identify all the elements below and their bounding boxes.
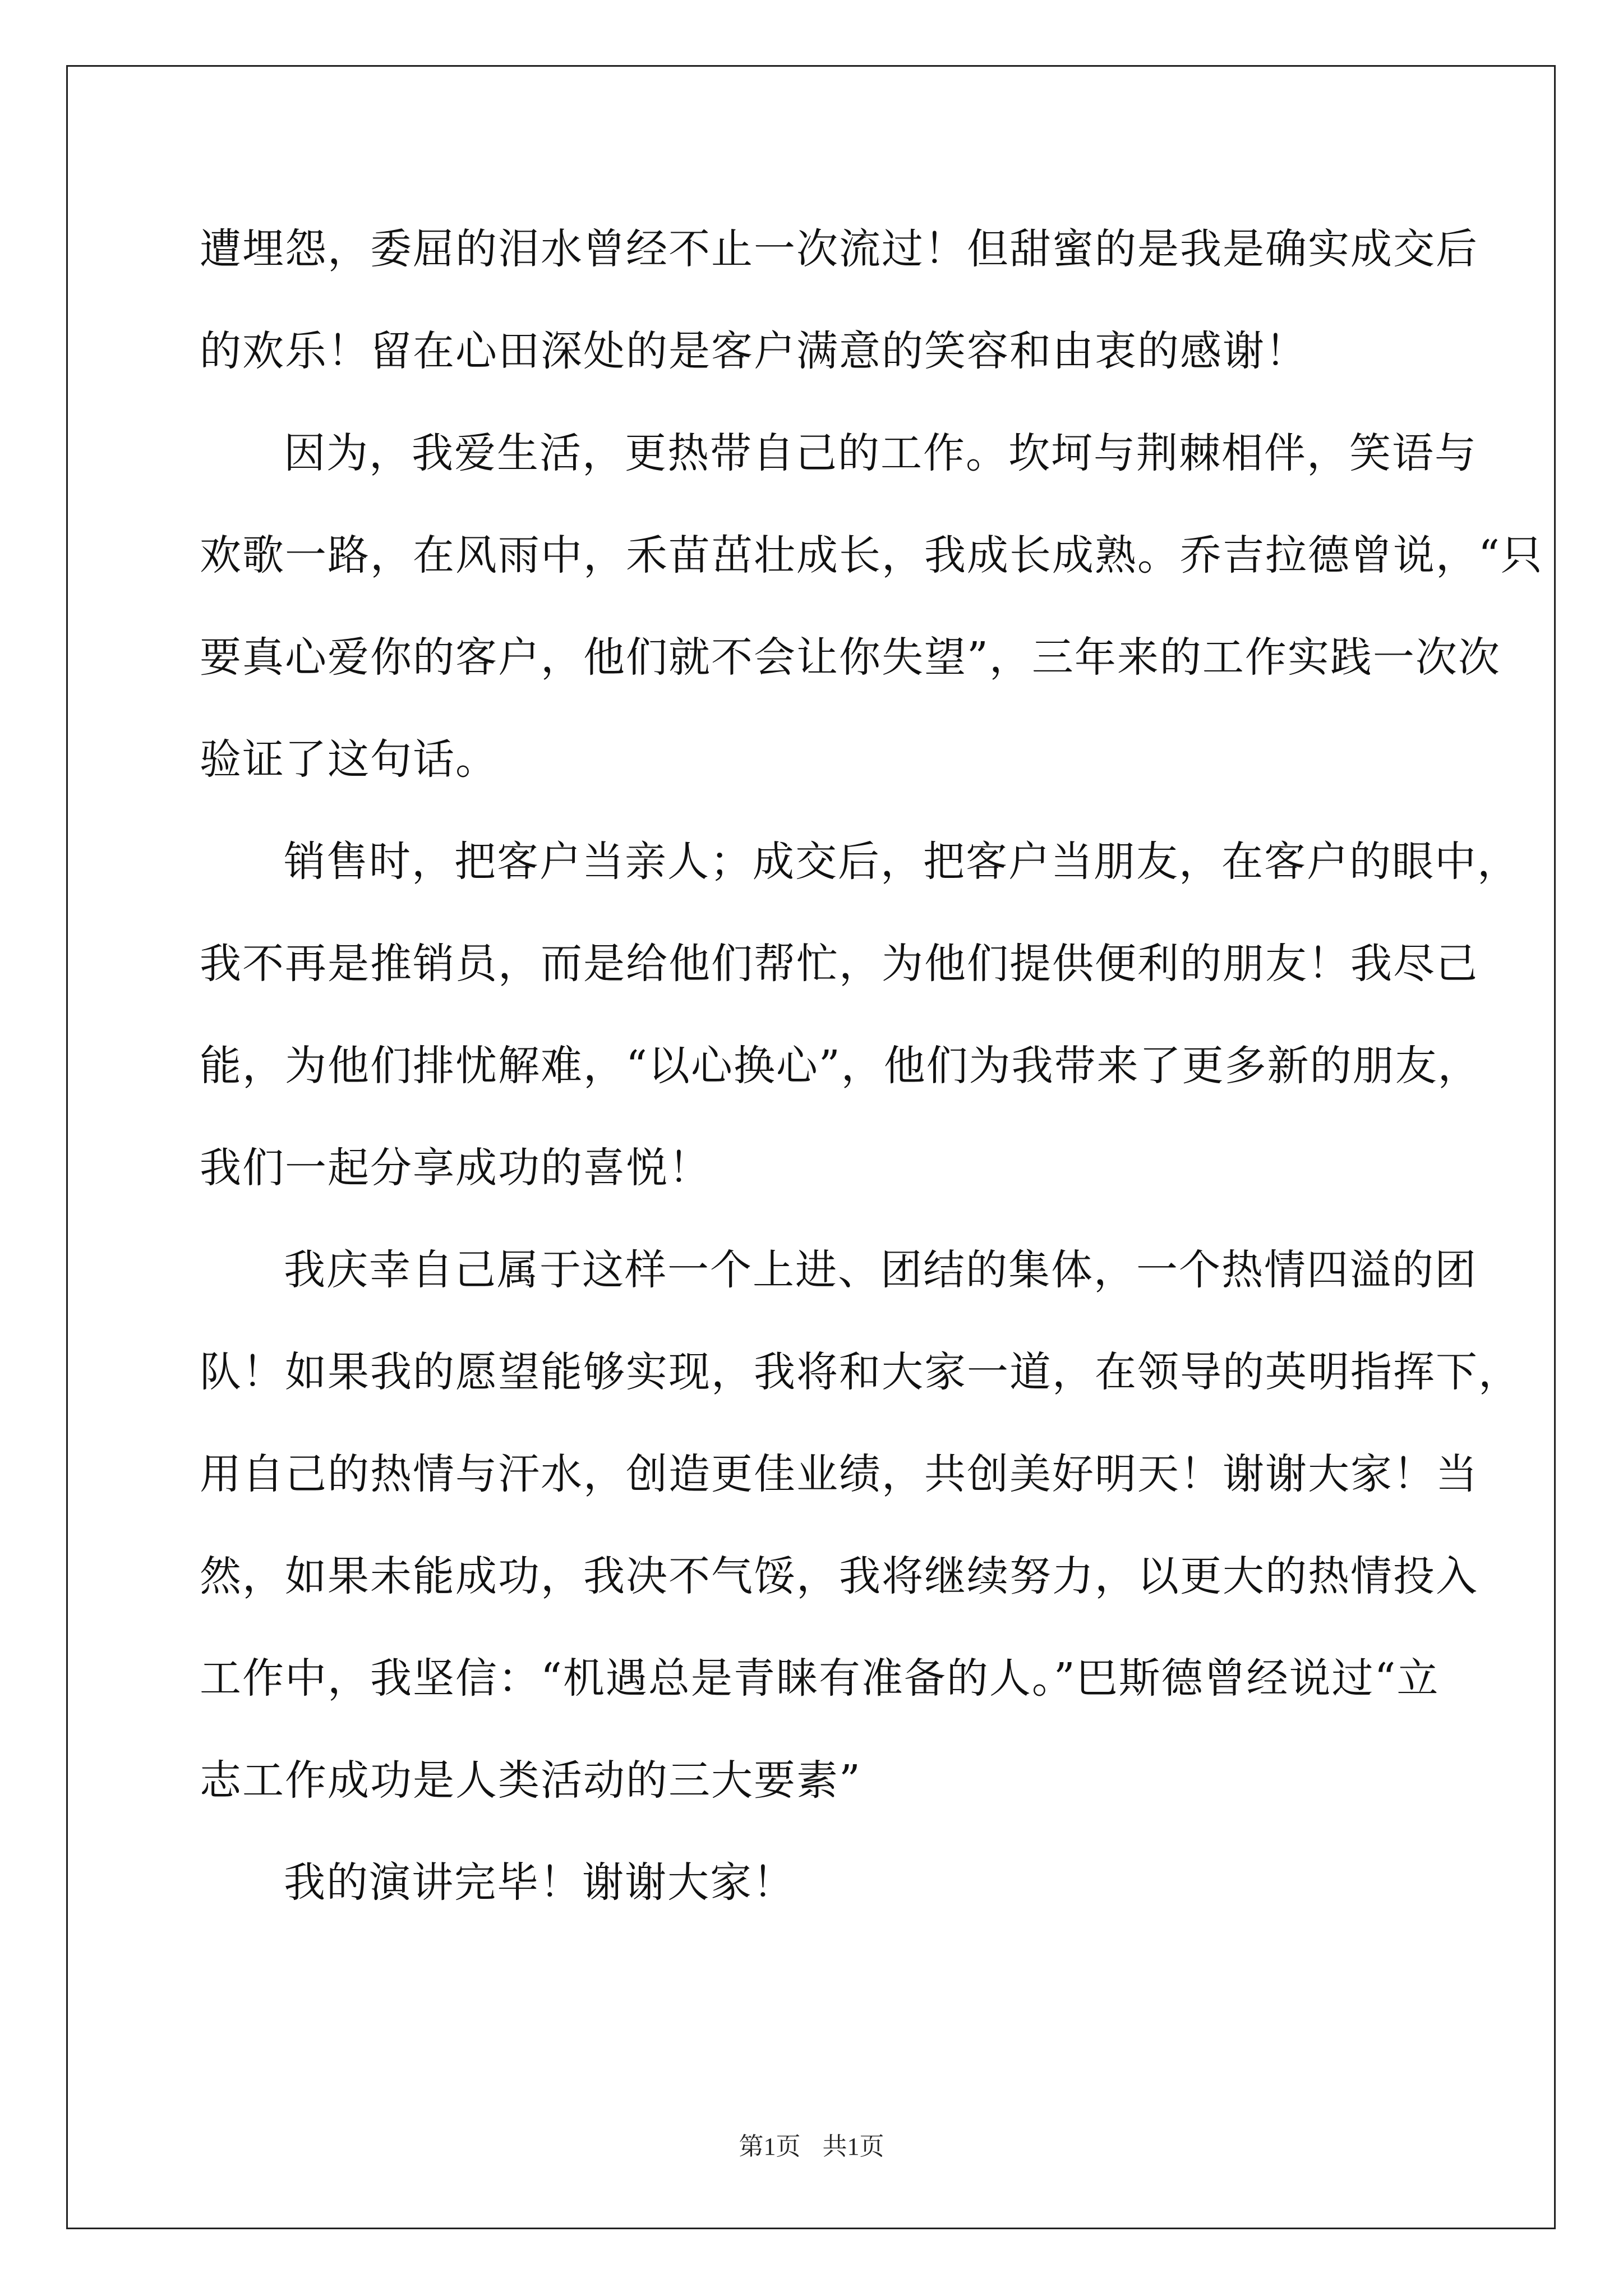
text-line: 的欢乐！留在心田深处的是客户满意的笑容和由衷的感谢！ bbox=[200, 327, 1308, 375]
paragraph-start: 因为，我爱生活，更热带自己的工作。坎坷与荆棘相伴，笑语与 bbox=[284, 429, 1477, 477]
text-line: 志工作成功是人类活动的三大要素” bbox=[200, 1756, 861, 1805]
text-line: 验证了这句话。 bbox=[200, 735, 498, 784]
text-line: 能，为他们排忧解难，“以心换心”，他们为我带来了更多新的朋友， bbox=[200, 1042, 1481, 1090]
text-line: 我们一起分享成功的喜悦！ bbox=[200, 1144, 711, 1192]
paragraph-start: 销售时，把客户当亲人；成交后，把客户当朋友，在客户的眼中， bbox=[284, 838, 1520, 886]
text-line: 然，如果未能成功，我决不气馁，我将继续努力，以更大的热情投入 bbox=[200, 1552, 1478, 1600]
text-line: 要真心爱你的客户，他们就不会让你失望”，三年来的工作实践一次次 bbox=[200, 633, 1501, 682]
text-line: 工作中，我坚信：“机遇总是青睐有准备的人。”巴斯德曾经说过“立 bbox=[200, 1654, 1440, 1703]
paragraph-start: 我庆幸自己属于这样一个上进、团结的集体，一个热情四溢的团 bbox=[284, 1246, 1477, 1294]
text-line: 欢歌一路，在风雨中，禾苗茁壮成长，我成长成熟。乔吉拉德曾说，“只 bbox=[200, 531, 1543, 579]
page-footer bbox=[0, 2126, 1623, 2162]
paragraph-start: 我的演讲完毕！谢谢大家！ bbox=[284, 1858, 795, 1907]
text-line: 遭埋怨，委屈的泪水曾经不止一次流过！但甜蜜的是我是确实成交后 bbox=[200, 225, 1478, 273]
page-number-current: 第1页 bbox=[739, 2133, 801, 2160]
text-line: 队！如果我的愿望能够实现，我将和大家一道，在领导的英明指挥下， bbox=[200, 1348, 1521, 1396]
text-line: 我不再是推销员，而是给他们帮忙，为他们提供便利的朋友！我尽己 bbox=[200, 940, 1478, 988]
text-line: 用自己的热情与汗水，创造更佳业绩，共创美好明天！谢谢大家！当 bbox=[200, 1450, 1478, 1498]
page-number-total: 共1页 bbox=[822, 2133, 884, 2160]
